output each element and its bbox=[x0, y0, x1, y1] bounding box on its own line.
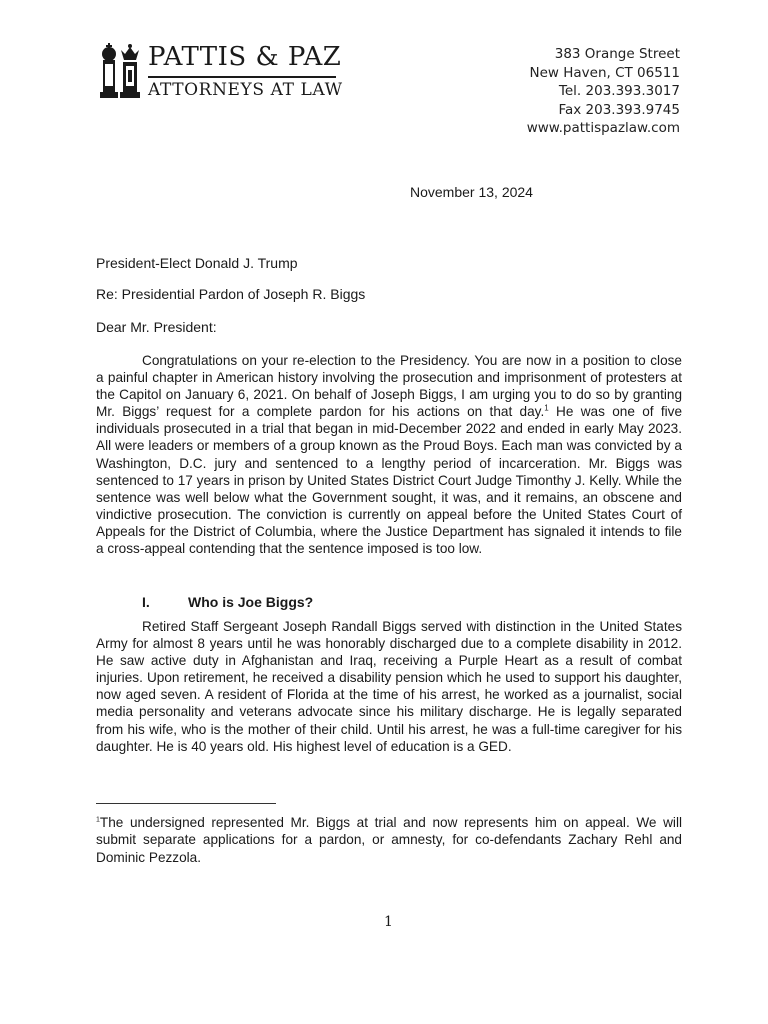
section-heading bbox=[142, 594, 313, 610]
address-web: www.pattispazlaw.com bbox=[526, 120, 680, 137]
firm-address bbox=[527, 45, 680, 138]
section-number: I. bbox=[142, 594, 150, 610]
firm-name: PATTIS & PAZ bbox=[148, 42, 342, 72]
firm-logo bbox=[98, 42, 348, 106]
letter-date: November 13, 2024 bbox=[410, 184, 533, 200]
page-number: 1 bbox=[384, 914, 393, 930]
body-paragraph bbox=[96, 352, 682, 557]
address-city: New Haven, CT 06511 bbox=[529, 64, 680, 81]
paragraph-text: Congratulations on your re-election to the Presidency. You are now in a position to close a painful chapter in American history involving the prosecution and imprisonment of protesters at the Capitol on January 6, 2021. On behalf of Joseph Biggs, I am urging you to do so by granting Mr. Biggs’ request for a complete pardon for his actions on that day. bbox=[96, 353, 682, 420]
footnote-text: The undersigned represented Mr. Biggs at trial and now represents him on appeal. We will submit separate applications for a pardon, or amnesty, for co-defendants Zachary Rehl and Dominic Pezzola. bbox=[96, 815, 682, 865]
recipient: President-Elect Donald J. Trump bbox=[96, 255, 298, 271]
address-tel: Tel. 203.393.3017 bbox=[558, 83, 680, 100]
chess-pieces-icon bbox=[98, 42, 142, 102]
address-street: 383 Orange Street bbox=[554, 46, 680, 62]
footnote-marker: 1 bbox=[96, 816, 100, 824]
address-fax: Fax 203.393.9745 bbox=[558, 101, 680, 118]
salutation: Dear Mr. President: bbox=[96, 319, 217, 335]
section-title: Who is Joe Biggs? bbox=[188, 594, 314, 610]
body-paragraph: Retired Staff Sergeant Joseph Randall Biggs served with distinction in the United States Army for almost 8 years until he was honorably discharged due to a complete disability in 2012. He saw active duty in Afghanistan and Iraq, receiving a Purple Heart as a result of combat injuries. Upon retirement, he received a disability pension which he used to support his daughter, now aged seven. A resident of Florida at the time of his arrest, he worked as a journalist, social media personality and veterans advocate since his military discharge. He is legally separated from his wife, who is the mother of their child. Until his arrest, he was a full-time caregiver for his daughter. He is 40 years old. His highest level of education is a GED. bbox=[96, 619, 682, 754]
paragraph-text: He was one of five individuals prosecuted in a trial that began in mid-December 2022 and ended in early May 2023. All were leaders or members of a group known as the Proud Boys. Each man was convicted by a Washington, D.C. jury and sentenced to a lengthy period of incarceration. Mr. Biggs was sentenced to 17 years in prison by United States District Court Judge Timonthy J. Kelly. While the sentence was well below what the Government sought, it was, and it remains, an obscene and vindictive prosecution. The conviction is currently on appeal before the United States Court of Appeals for the District of Columbia, where the Justice Department has signaled it intends to file a cross-appeal contending that the sentence imposed is too low. bbox=[96, 404, 683, 557]
re-line: Re: Presidential Pardon of Joseph R. Biggs bbox=[96, 286, 366, 302]
firm-subtitle: ATTORNEYS AT LAW bbox=[148, 80, 343, 100]
footnote-divider bbox=[96, 803, 276, 804]
firm-name-rule bbox=[148, 76, 336, 78]
footnote-reference: 1 bbox=[544, 403, 549, 413]
footnote bbox=[96, 814, 682, 866]
